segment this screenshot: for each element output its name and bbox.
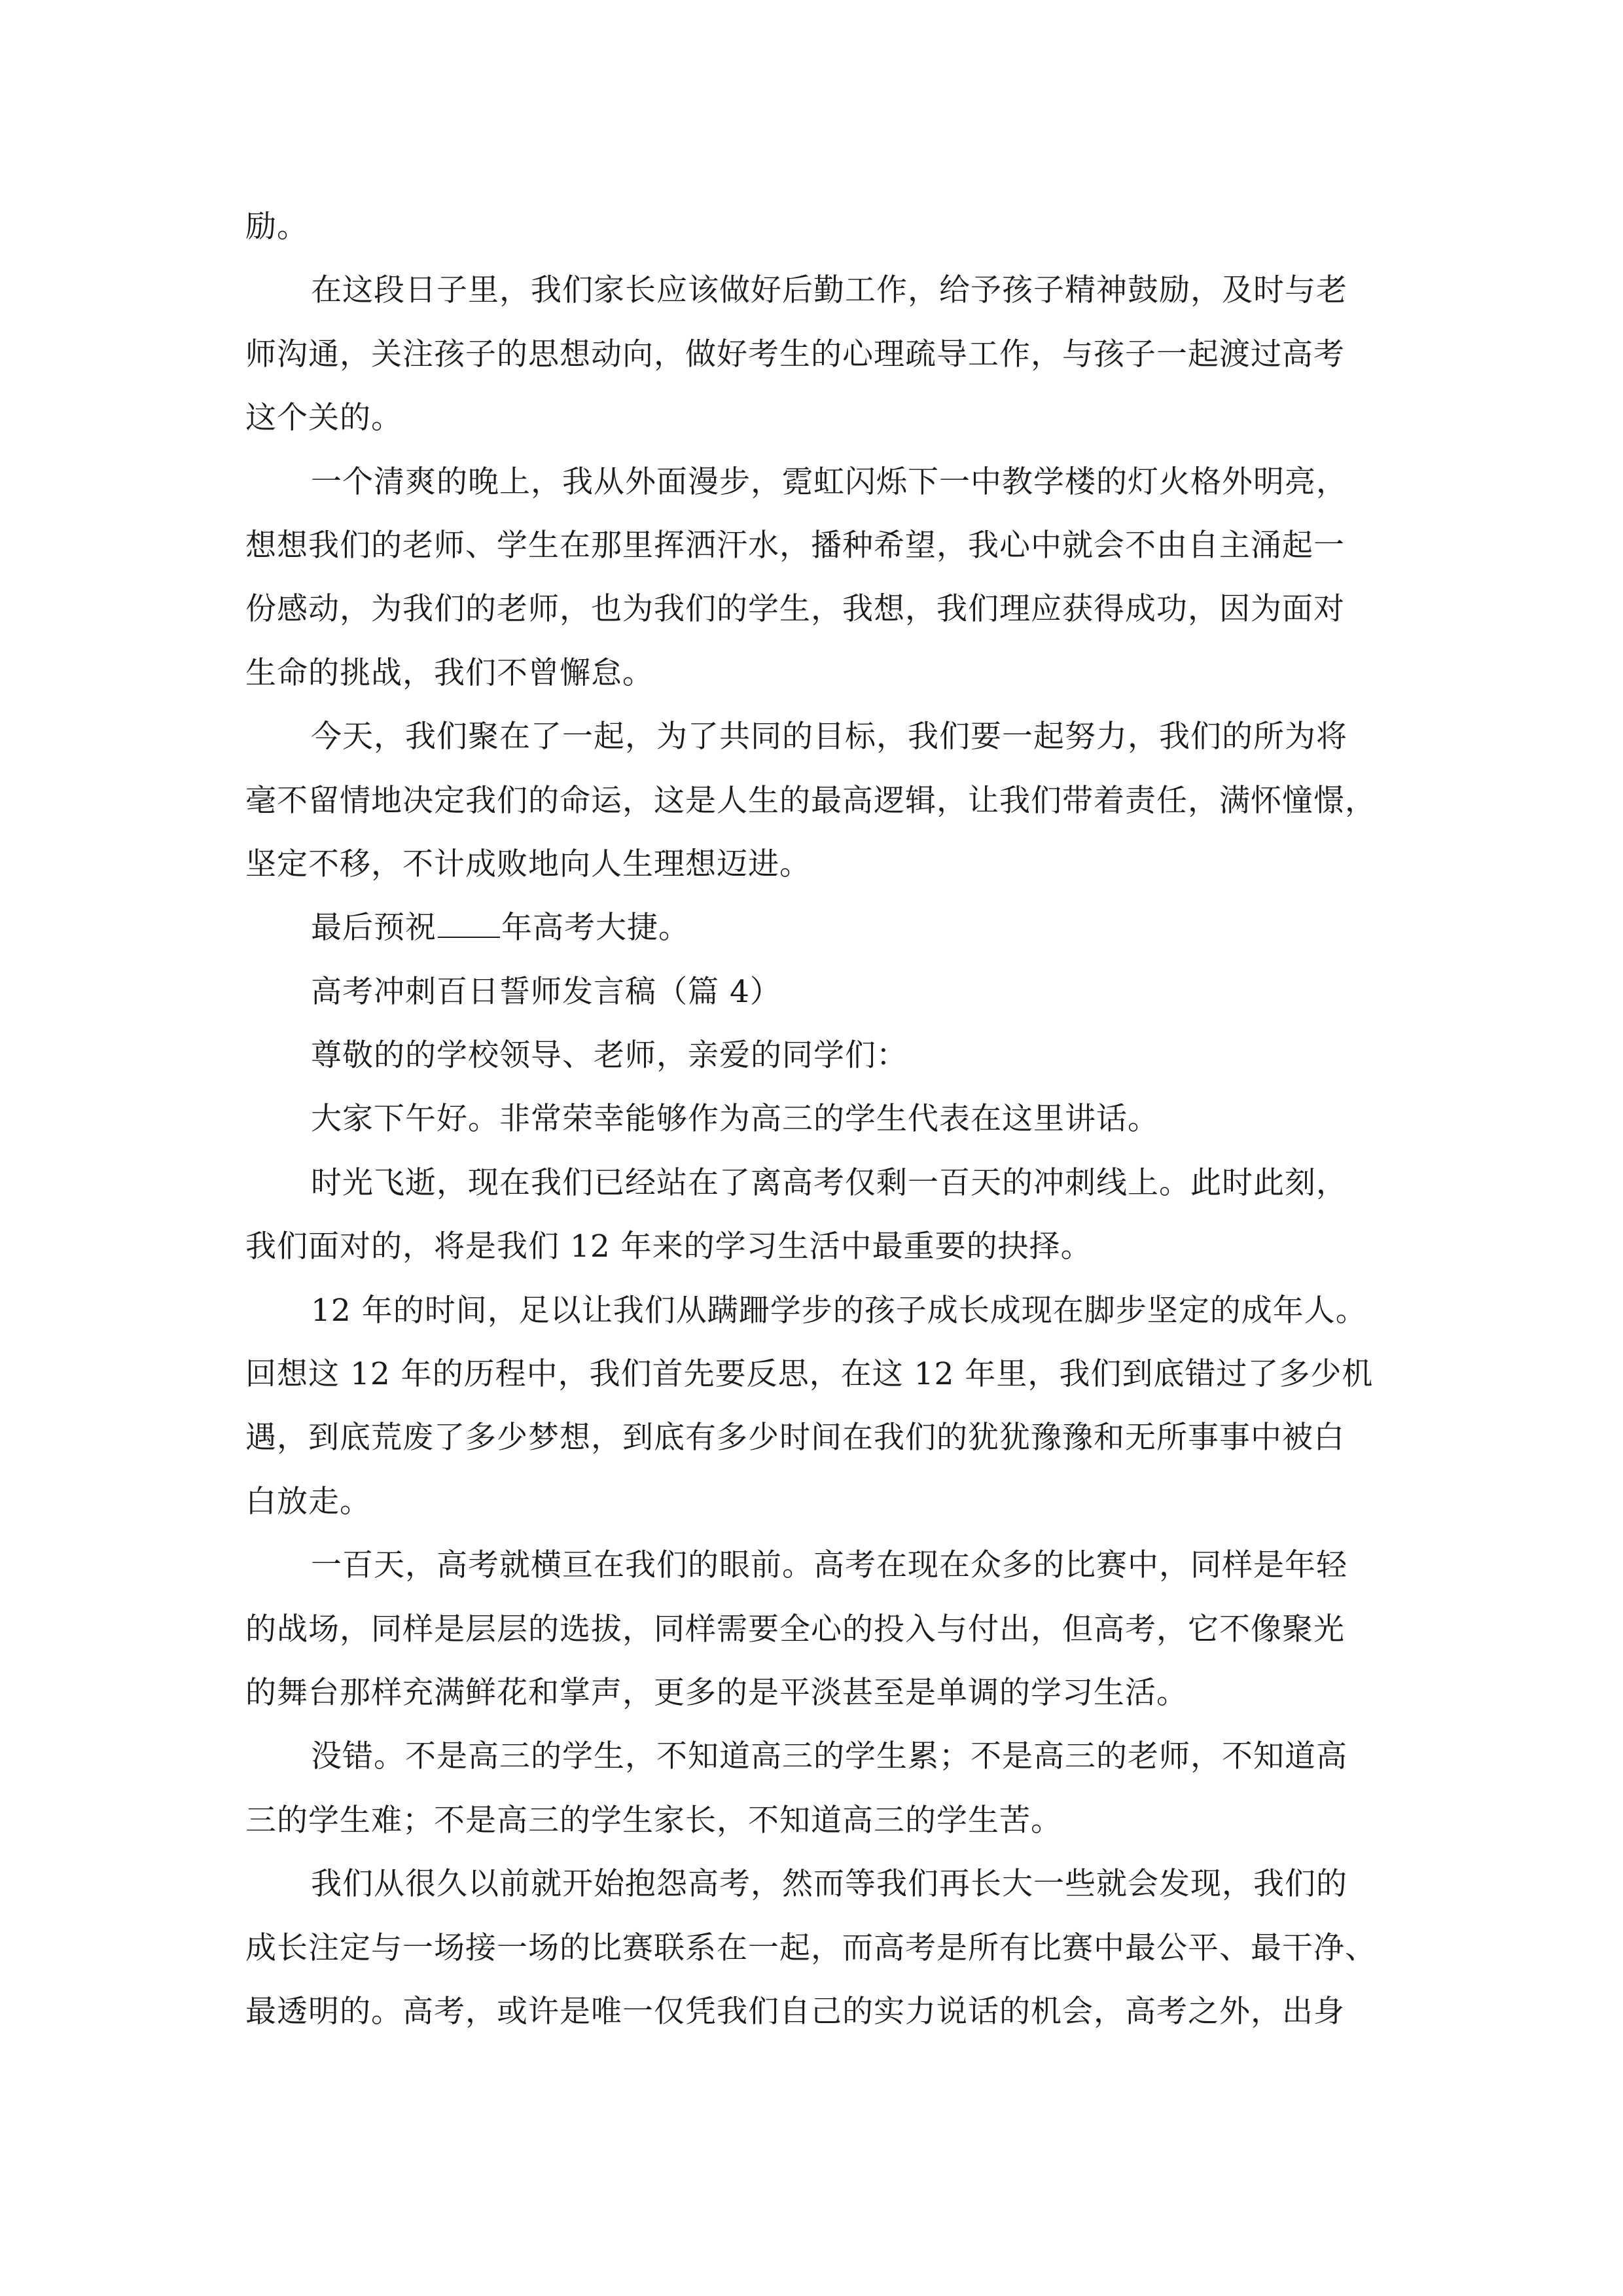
text-line (245, 1470, 1397, 1534)
body-text (245, 195, 1397, 2043)
text-line (245, 577, 1397, 641)
text-line-content: 高考冲刺百日誓师发言稿（篇 4） (311, 973, 781, 1010)
text-line (245, 896, 1397, 960)
text-line (245, 1215, 1397, 1278)
text-line-content: 12 年的时间，足以让我们从蹒跚学步的孩子成长成现在脚步坚定的成年人。 (311, 1292, 1367, 1329)
text-line-content: 今天，我们聚在了一起，为了共同的目标，我们要一起努力，我们的所为将 (311, 719, 1347, 755)
text-line-content: 份感动，为我们的老师，也为我们的学生，我想，我们理应获得成功，因为面对 (245, 591, 1345, 628)
text-line (245, 641, 1397, 705)
text-line-content: 尊敬的的学校领导、老师，亲爱的同学们： (311, 1037, 908, 1074)
text-line-content: 一百天，高考就横亘在我们的眼前。高考在现在众多的比赛中，同样是年轻 (311, 1547, 1347, 1584)
text-line (245, 195, 1397, 259)
text-line-content: 想想我们的老师、学生在那里挥洒汗水，播种希望，我心中就会不由自主涌起一 (245, 527, 1345, 564)
text-line (245, 1598, 1397, 1661)
text-line (245, 323, 1397, 386)
text-line (245, 1661, 1397, 1725)
text-line (245, 1342, 1397, 1406)
text-line-content: 的舞台那样充满鲜花和掌声，更多的是平淡甚至是单调的学习生活。 (245, 1674, 1188, 1711)
text-line (245, 769, 1397, 833)
text-line-content: 生命的挑战，我们不曾懈怠。 (245, 655, 654, 691)
text-line (245, 514, 1397, 577)
text-line-content: 师沟通，关注孩子的思想动向，做好考生的心理疏导工作，与孩子一起渡过高考 (245, 336, 1345, 372)
text-line (245, 1087, 1397, 1151)
text-line-content: 回想这 12 年的历程中，我们首先要反思，在这 12 年里，我们到底错过了多少机 (245, 1356, 1374, 1393)
text-line (245, 450, 1397, 514)
text-line (245, 833, 1397, 896)
text-line (245, 1024, 1397, 1087)
text-line-content-after-blank: 年高考大捷。 (501, 910, 690, 946)
text-line-content: 毫不留情地决定我们的命运，这是人生的最高逻辑，让我们带着责任，满怀憧憬， (245, 782, 1376, 819)
text-line-content: 时光飞逝，现在我们已经站在了离高考仅剩一百天的冲刺线上。此时此刻， (311, 1164, 1347, 1201)
text-line-content: 我们面对的，将是我们 12 年来的学习生活中最重要的抉择。 (245, 1229, 1092, 1265)
text-line (245, 1789, 1397, 1852)
text-line-content: 最透明的。高考，或许是唯一仅凭我们自己的实力说话的机会，高考之外，出身 (245, 1993, 1345, 2030)
text-line-content: 白放走。 (245, 1483, 371, 1520)
text-line-content: 这个关的。 (245, 400, 402, 437)
text-line-content: 我们从很久以前就开始抱怨高考，然而等我们再长大一些就会发现，我们的 (311, 1866, 1347, 1903)
text-line-content: 在这段日子里，我们家长应该做好后勤工作，给予孩子精神鼓励，及时与老 (311, 272, 1347, 309)
text-line-content: 没错。不是高三的学生，不知道高三的学生累；不是高三的老师，不知道高 (311, 1738, 1347, 1775)
text-line-content: 的战场，同样是层层的选拔，同样需要全心的投入与付出，但高考，它不像聚光 (245, 1611, 1345, 1647)
text-line (245, 1534, 1397, 1597)
text-line (245, 705, 1397, 768)
text-line (245, 259, 1397, 322)
text-line-content: 成长注定与一场接一场的比赛联系在一起，而高考是所有比赛中最公平、最干净、 (245, 1929, 1376, 1966)
text-line (245, 1852, 1397, 1916)
text-line-content: 遇，到底荒废了多少梦想，到底有多少时间在我们的犹犹豫豫和无所事事中被白 (245, 1420, 1345, 1456)
text-line-content: 大家下午好。非常荣幸能够作为高三的学生代表在这里讲话。 (311, 1101, 1159, 1138)
text-line-content: 一个清爽的晚上，我从外面漫步，霓虹闪烁下一中教学楼的灯火格外明亮， (311, 463, 1347, 500)
fill-in-blank (438, 910, 500, 938)
text-line (245, 386, 1397, 450)
text-line-content: 最后预祝 (311, 910, 437, 946)
text-line (245, 1916, 1397, 1980)
text-line (245, 1151, 1397, 1215)
text-line (245, 1725, 1397, 1788)
text-line-content: 坚定不移，不计成败地向人生理想迈进。 (245, 846, 811, 882)
text-line (245, 1980, 1397, 2043)
text-line (245, 1279, 1397, 1342)
text-line (245, 960, 1397, 1024)
text-line-content: 三的学生难；不是高三的学生家长，不知道高三的学生苦。 (245, 1802, 1062, 1839)
text-line (245, 1406, 1397, 1469)
text-line-content: 励。 (245, 209, 308, 245)
